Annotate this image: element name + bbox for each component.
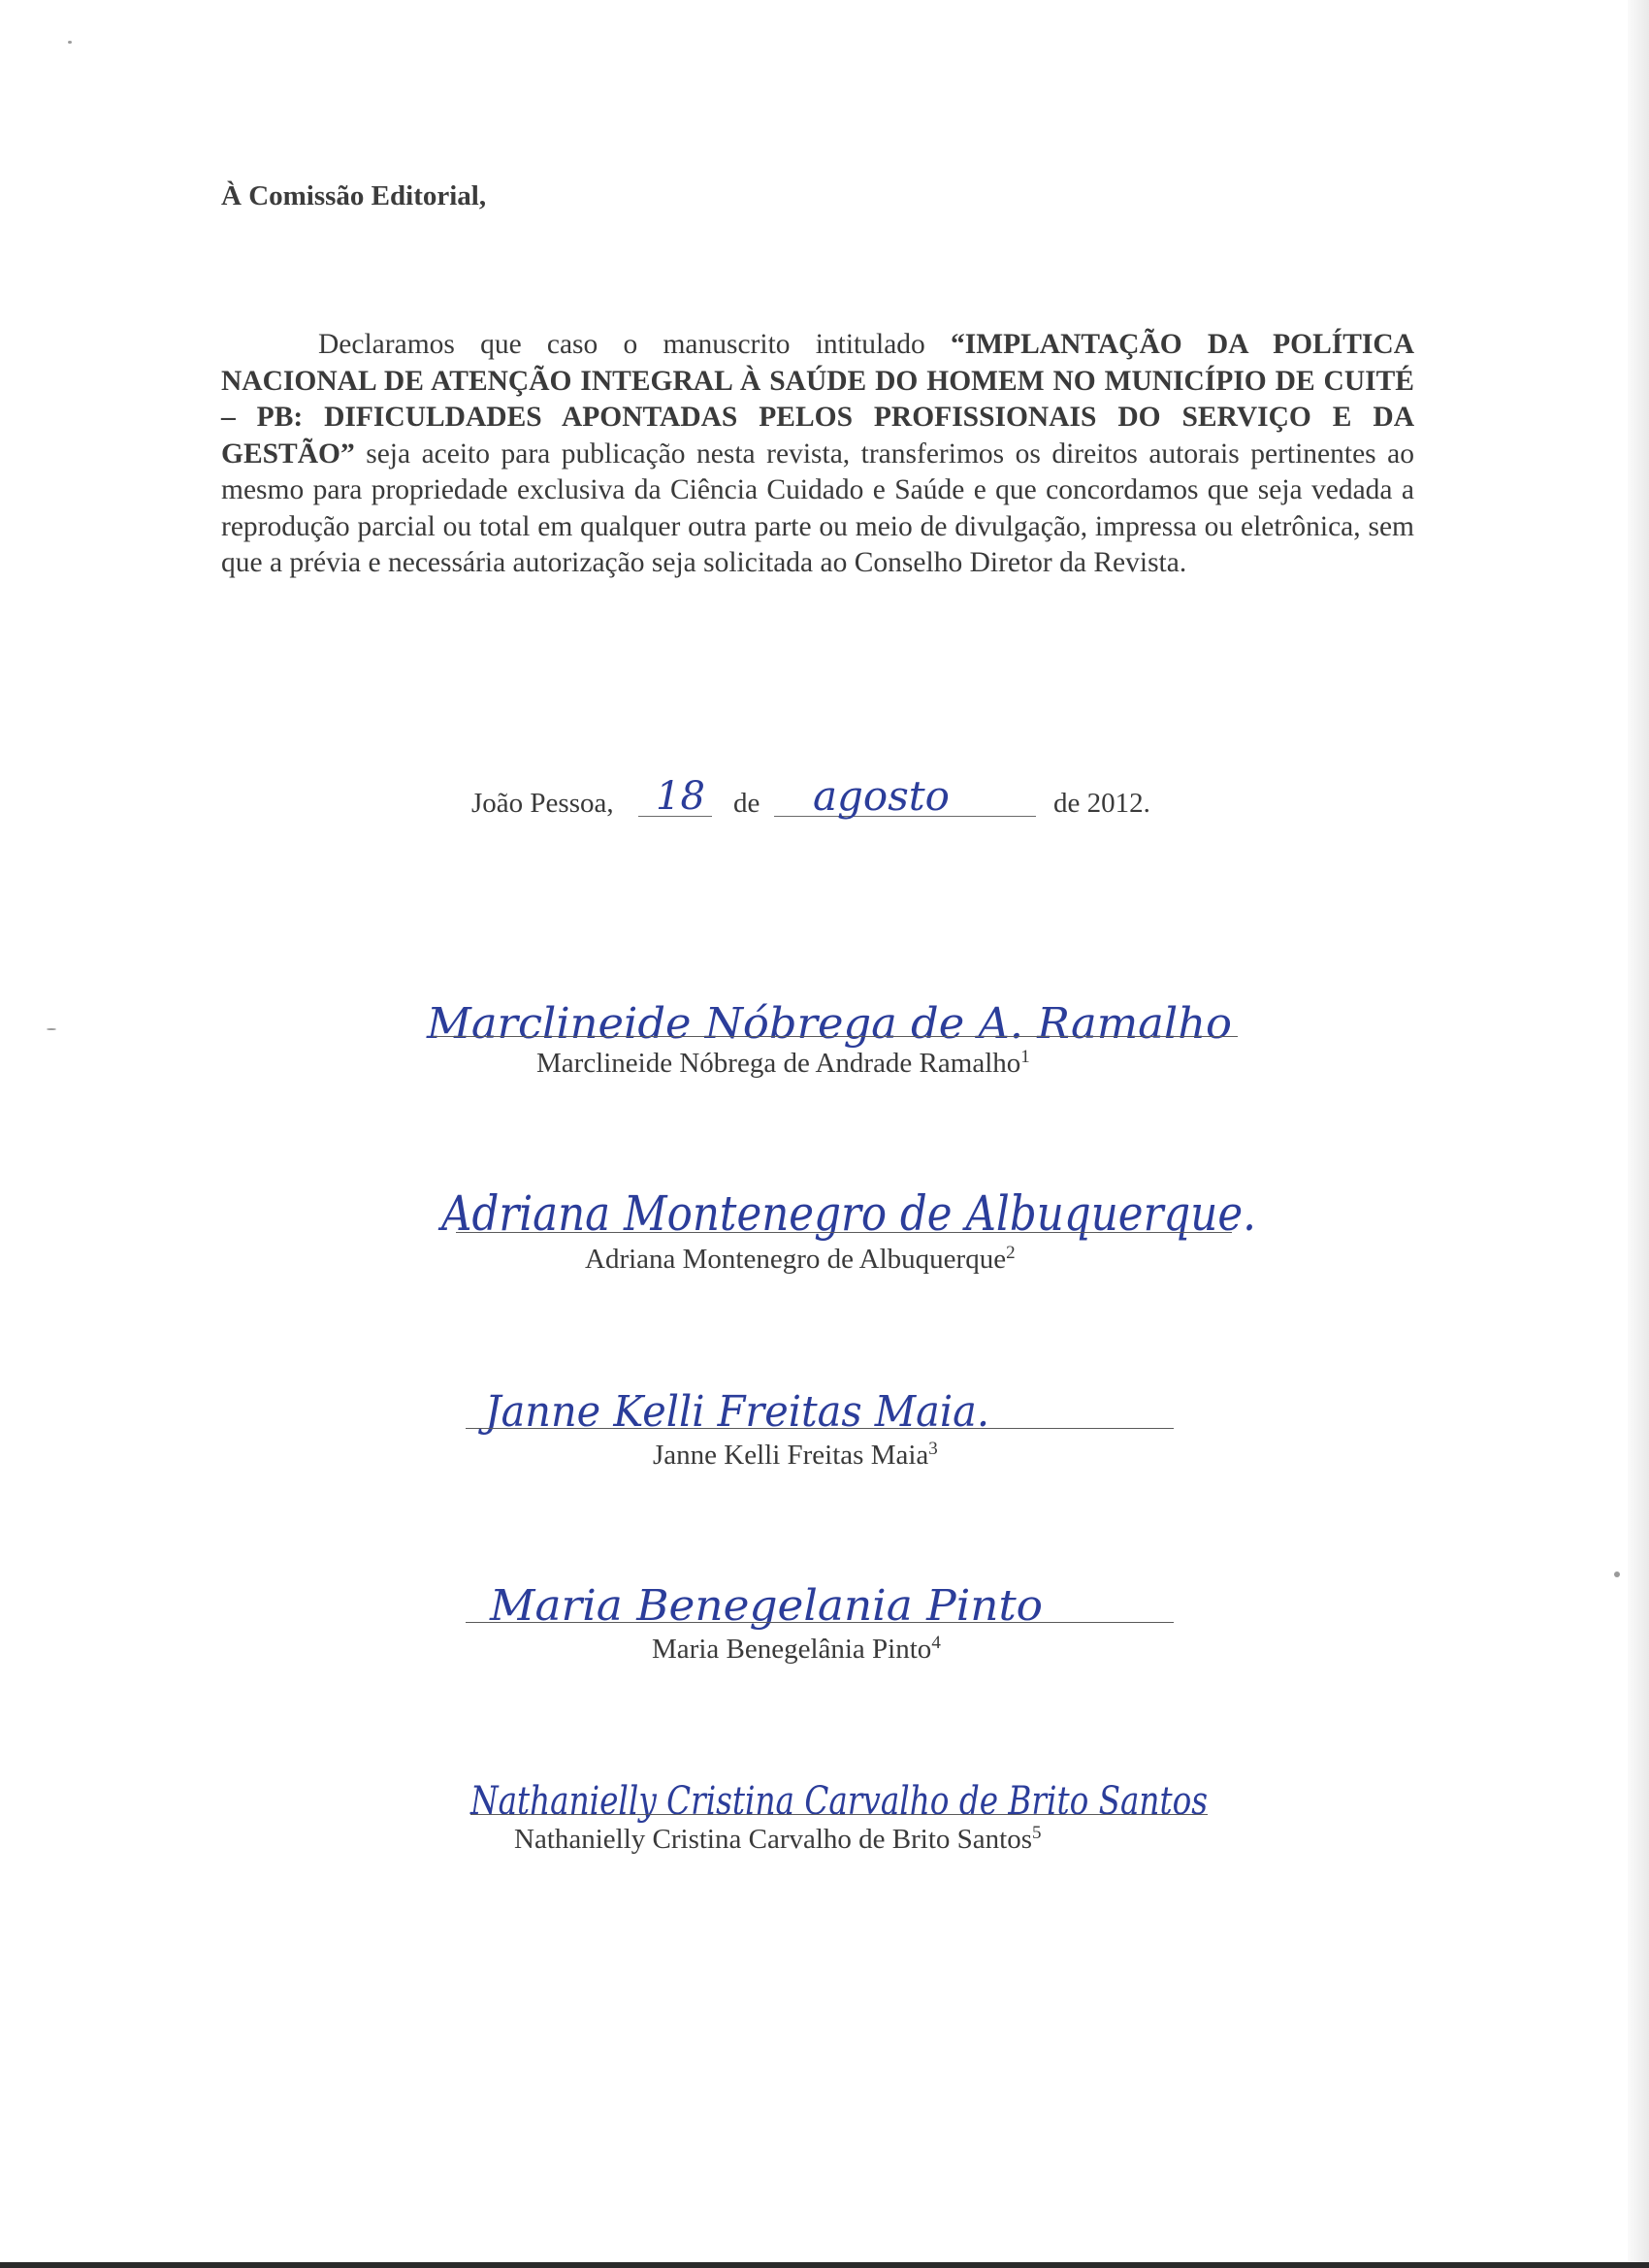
svg-text:Nathanielly Cristina Carvalho: Nathanielly Cristina Carvalho de Brito Santos — [469, 1779, 1208, 1824]
signature-line — [456, 1232, 1232, 1233]
date-connector: de — [733, 788, 760, 819]
scan-speck — [1614, 1571, 1620, 1577]
date-day-handwritten: 18 — [656, 774, 705, 819]
body-intro: Declaramos que caso o manuscrito intitulado — [318, 329, 951, 360]
svg-text:Adriana Montenegro de Albuquer: Adriana Montenegro de Albuquerque. — [437, 1185, 1256, 1242]
signer-name: Nathanielly Cristina Carvalho de Brito Santos$^5$ — [514, 1823, 1042, 1855]
date-year: de 2012. — [1053, 788, 1150, 819]
signer-name: Janne Kelli Freitas Maia$^3$ — [653, 1439, 938, 1471]
signature-line — [466, 1428, 1174, 1429]
signature-line — [470, 1814, 1208, 1815]
body-rest: seja aceito para publicação nesta revista, transferimos os direitos autorais pertinentes ao mesmo para propriedade exclusiva da Ciência Cuidado e Saúde e que concordamos que seja vedada a reprodução parcial ou total em qualquer outra parte ou meio de divulgação, impressa ou eletrônica, sem que a prévia e necessária autorização seja solicitada ao Conselho Diretor da Revista. — [221, 437, 1414, 578]
manuscript-title: “IMPLANTAÇÃO DA POLÍTICA NACIONAL DE ATENÇÃO INTEGRAL À SAÚDE DO HOMEM NO MUNICÍPIO DE CUITÉ – PB: DIFICULDADES APONTADAS PELOS PROFISSIONAIS DO SERVIÇO E DA GESTÃO” — [221, 329, 1414, 470]
scan-edge-bottom — [0, 2262, 1649, 2268]
signature-line — [433, 1036, 1238, 1037]
date-line — [471, 772, 1209, 834]
scan-speck — [68, 41, 72, 44]
signature-line — [466, 1622, 1174, 1623]
svg-text:Marclineide Nóbrega de A. Rama: Marclineide Nóbrega de A. Ramalho — [425, 999, 1232, 1049]
scan-speck — [47, 1028, 56, 1030]
signer-name: Marclineide Nóbrega de Andrade Ramalho$^1$ — [536, 1047, 1030, 1079]
signer-name: Maria Benegelânia Pinto$^4$ — [652, 1633, 941, 1665]
date-city: João Pessoa, — [471, 788, 614, 819]
date-month-handwritten: agosto — [813, 772, 950, 820]
salutation: À Comissão Editorial, — [221, 180, 487, 211]
declaration-paragraph — [221, 327, 1414, 582]
scan-edge-right — [1628, 0, 1649, 2268]
svg-text:Janne Kelli Freitas Maia.: Janne Kelli Freitas Maia. — [477, 1387, 989, 1437]
svg-text:Maria Benegelania Pinto: Maria Benegelania Pinto — [488, 1581, 1043, 1631]
signer-name: Adriana Montenegro de Albuquerque$^2$ — [585, 1243, 1016, 1275]
